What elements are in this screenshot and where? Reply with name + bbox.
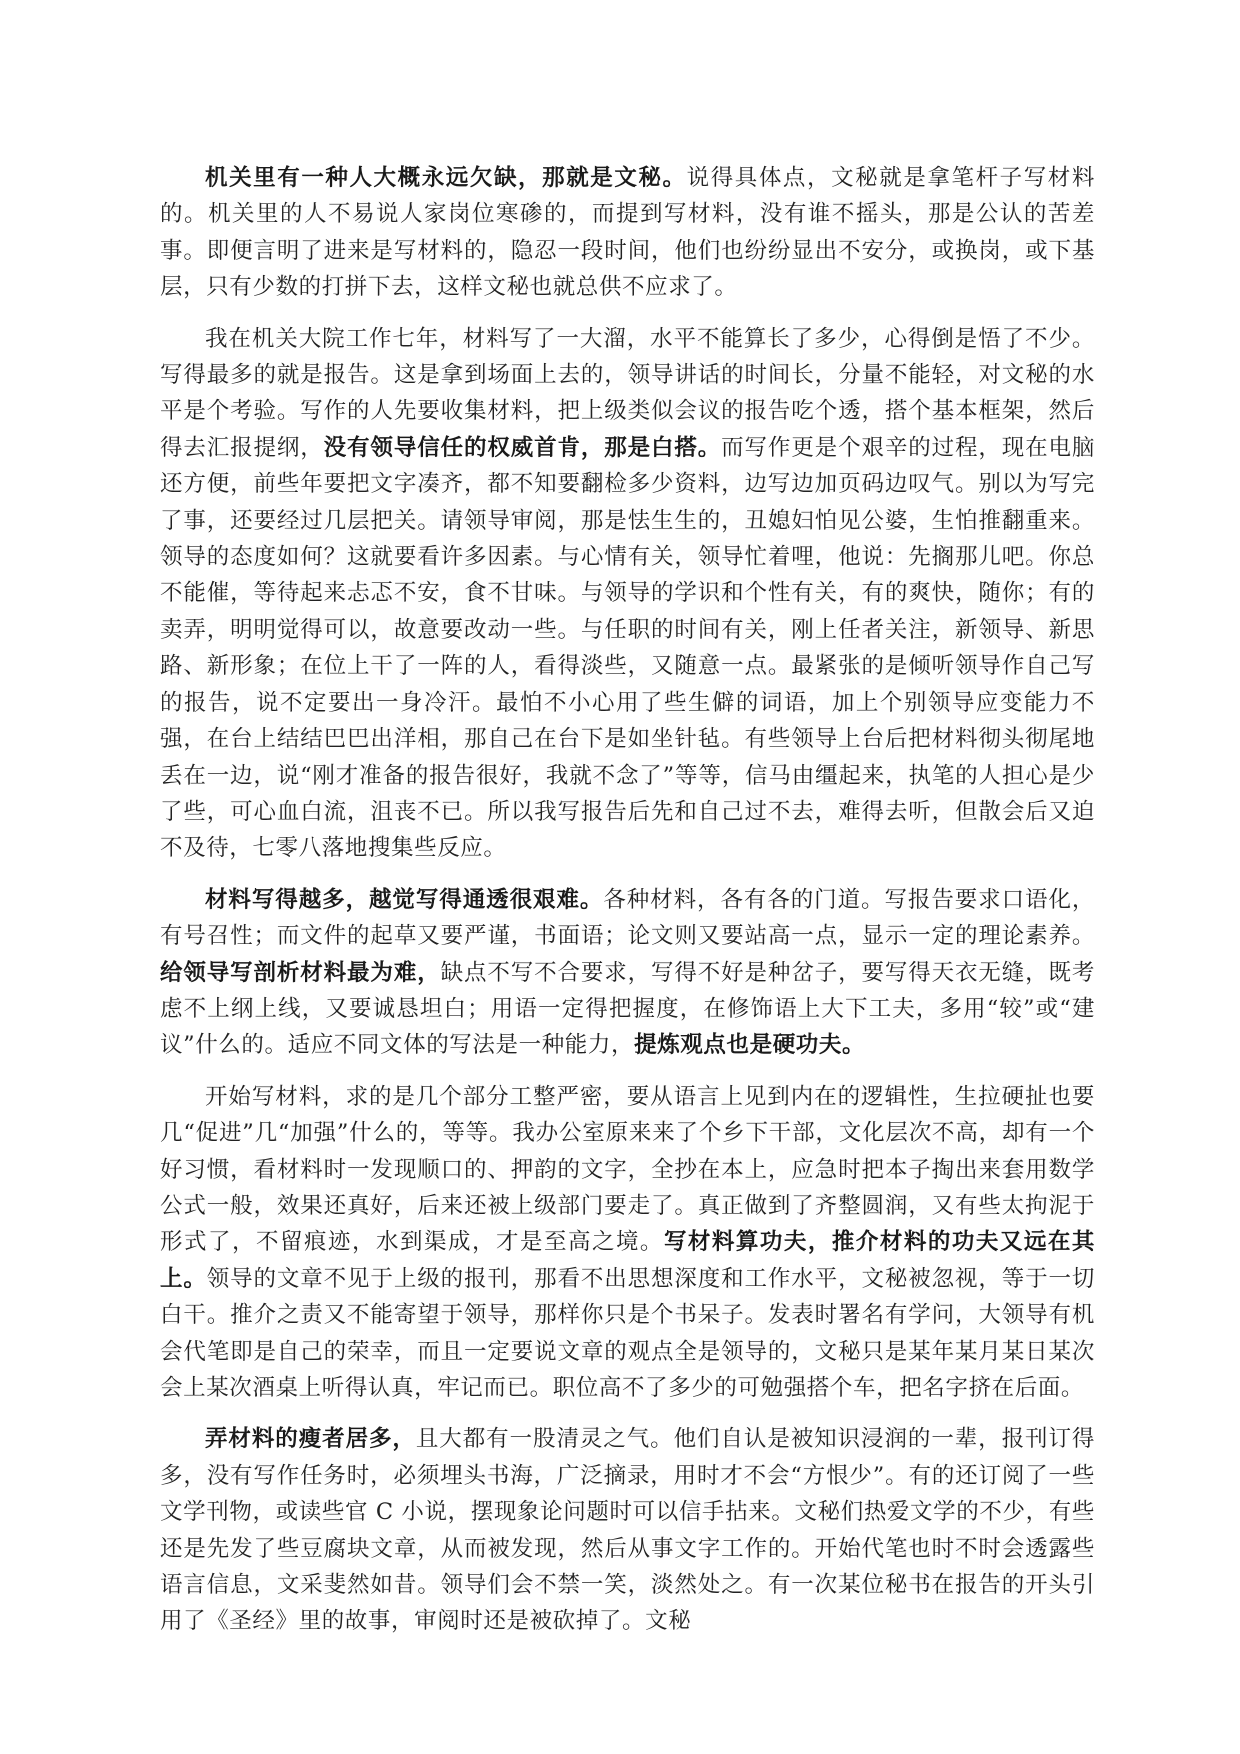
text-segment: 而写作更是个艰辛的过程，现在电脑还方便，前些年要把文字凑齐，都不知要翻检多少资料，边写边加页码边叹气。别以为写完了事，还要经过几层把关。请领导审阅，那是怯生生的，丑媳妇怕见公婆，生怕推翻重来。领导的态度如何？这就要看许多因素。与心情有关，领导忙着哩，他说：先搁那儿吧。你总不能催，等待起来忐忑不安，食不甘味。与领导的学识和个性有关，有的爽快，随你；有的卖弄，明明觉得可以，故意要改动一些。与任职的时间有关，刚上任者关注，新领导、新思路、新形象；在位上干了一阵的人，看得淡些，又随意一点。最紧张的是倾听领导作自己写的报告，说不定要出一身冷汗。最怕不小心用了些生僻的词语，加上个别领导应变能力不强，在台上结结巴巴出洋相，那自己在台下是如坐针毡。有些领导上台后把材料彻头彻尾地丢在一边，说“刚才准备的报告很好，我就不念了”等等，信马由缰起来，执笔的人担心是少了些，可心血白流，沮丧不已。所以我写报告后先和自己过不去，难得去听，但散会后又迫不及待，七零八落地搜集些反应。 — [160, 434, 1095, 862]
paragraph-3 — [160, 882, 1095, 1064]
text-segment-bold: 弄材料的瘦者居多， — [205, 1426, 416, 1453]
paragraph-1 — [160, 160, 1095, 306]
text-segment-bold: 材料写得越多，越觉写得通透很艰难。 — [205, 886, 604, 913]
text-segment: 开始写材料，求的是几个部分工整严密，要从语言上见到内在的逻辑性，生拉硬扯也要几“促进”几“加强”什么的，等等。我办公室原来来了个乡下干部，文化层次不高，却有一个好习惯，看材料时一发现顺口的、押韵的文字，全抄在本上，应急时把本子掏出来套用数学公式一般，效果还真好，后来还被上级部门要走了。真正做到了齐整圆润，又有些太拘泥于形式了，不留痕迹，水到渠成，才是至高之境。 — [160, 1083, 1095, 1256]
text-segment: 说得具体点，文秘就是拿笔杆子写材料的。机关里的人不易说人家岗位寒碜的，而提到写材料，没有谁不摇头，那是公认的苦差事。即便言明了进来是写材料的，隐忍一段时间，他们也纷纷显出不安分，或换岗，或下基层，只有少数的打拼下去，这样文秘也就总供不应求了。 — [160, 165, 1095, 301]
document-page — [160, 160, 1095, 1655]
text-segment: 缺点不写不合要求，写得不好是种岔子，要写得天衣无缝，既考虑不上纲上线，又要诚恳坦白；用语一定得把握度，在修饰语上大下工夫，多用“较”或“建议”什么的。适应不同文体的写法是一种能力， — [160, 959, 1095, 1059]
paragraph-4 — [160, 1079, 1095, 1407]
paragraph-5 — [160, 1421, 1095, 1639]
text-segment-bold: 没有领导信任的权威首肯，那是白搭。 — [323, 434, 722, 461]
text-segment-bold: 给领导写剖析材料最为难， — [160, 959, 441, 986]
text-segment: 各种材料，各有各的门道。写报告要求口语化，有号召性；而文件的起草又要严谨，书面语；论文则又要站高一点，显示一定的理论素养。 — [160, 886, 1096, 950]
text-segment: 我在机关大院工作七年，材料写了一大溜，水平不能算长了多少，心得倒是悟了不少。写得最多的就是报告。这是拿到场面上去的，领导讲话的时间长，分量不能轻，对文秘的水平是个考验。写作的人先要收集材料，把上级类似会议的报告吃个透，搭个基本框架，然后得去汇报提纲， — [160, 325, 1095, 461]
text-segment: 领导的文章不见于上级的报刊，那看不出思想深度和工作水平，文秘被忽视，等于一切白干。推介之责又不能寄望于领导，那样你只是个书呆子。发表时署名有学问，大领导有机会代笔即是自己的荣幸，而且一定要说文章的观点全是领导的，文秘只是某年某月某日某次会上某次酒桌上听得认真，牢记而已。职位高不了多少的可勉强搭个车，把名字挤在后面。 — [160, 1265, 1095, 1401]
text-segment: 且大都有一股清灵之气。他们自认是被知识浸润的一辈，报刊订得多，没有写作任务时，必须埋头书海，广泛摘录，用时才不会“方恨少”。有的还订阅了一些文学刊物，或读些官 C 小说，摆现象论问题时可以信手拈来。文秘们热爱文学的不少，有些还是先发了些豆腐块文章，从而被发现，然后从事文字工作的。开始代笔也时不时会透露些语言信息，文采斐然如昔。领导们会不禁一笑，淡然处之。有一次某位秘书在报告的开头引用了《圣经》里的故事，审阅时还是被砍掉了。文秘 — [160, 1426, 1095, 1635]
text-segment-bold: 提炼观点也是硬功夫。 — [634, 1032, 866, 1059]
paragraph-2 — [160, 321, 1095, 867]
text-segment-bold: 写材料算功夫，推介材料的功夫又远在其上。 — [160, 1229, 1095, 1292]
text-segment-bold: 机关里有一种人大概永远欠缺，那就是文秘。 — [205, 165, 687, 191]
